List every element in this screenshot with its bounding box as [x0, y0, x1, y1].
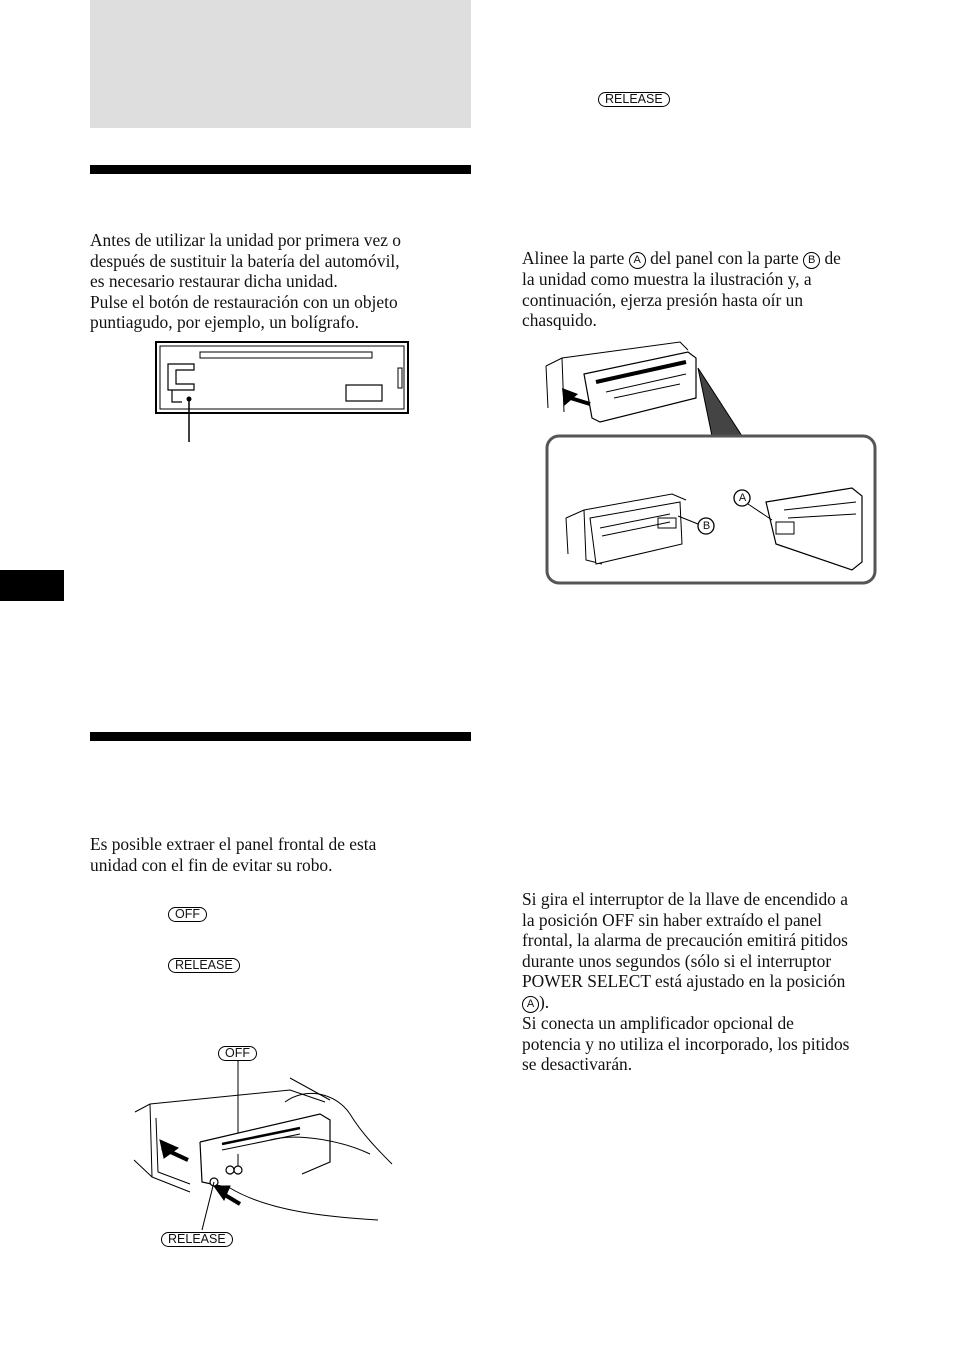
align-text: Alinee la parte	[522, 248, 629, 268]
figure-marker-b: B	[702, 520, 711, 532]
marker-b: B	[803, 252, 820, 269]
theft-line: unidad con el fin de evitar su robo.	[90, 854, 333, 875]
figure-off-label: OFF	[218, 1046, 257, 1061]
align-paragraph	[522, 248, 912, 331]
attach-panel-illustration	[540, 338, 885, 590]
align-line-1	[522, 248, 912, 269]
off-button-label: OFF	[168, 907, 207, 922]
align-line: continuación, ejerza presión hasta oír un	[522, 289, 804, 310]
theft-paragraph	[90, 834, 470, 875]
section-rule-detach	[90, 732, 471, 741]
alarm-line: POWER SELECT está ajustado en la posición	[522, 971, 846, 992]
figure-release-label: RELEASE	[161, 1232, 233, 1247]
amp-line: se desactivarán.	[522, 1054, 633, 1075]
reset-line: puntiagudo, por ejemplo, un bolígrafo.	[90, 312, 360, 333]
align-text: del panel con la parte	[645, 248, 804, 268]
alarm-line: Si gira el interruptor de la llave de encendido a	[522, 889, 848, 909]
alarm-line: la posición OFF sin haber extraído el panel	[522, 909, 822, 930]
alarm-line: durante unos segundos (sólo si el interruptor	[522, 950, 832, 971]
attach-drawing	[540, 338, 885, 590]
reset-line: Pulse el botón de restauración con un objeto	[90, 291, 398, 312]
amp-line: Si conecta un amplificador opcional de	[522, 1012, 794, 1033]
detach-panel-illustration	[130, 1042, 400, 1252]
align-text: de	[820, 248, 841, 268]
header-gray-block	[90, 0, 471, 128]
reset-unit-illustration	[150, 338, 412, 444]
alarm-marker-suffix: ).	[539, 991, 550, 1012]
reset-line: Antes de utilizar la unidad por primera vez o	[90, 230, 401, 250]
marker-a: A	[629, 252, 646, 269]
detach-drawing	[130, 1042, 400, 1252]
release-button-label: RELEASE	[168, 958, 240, 973]
section-rule-reset	[90, 165, 471, 174]
reset-paragraph	[90, 230, 470, 333]
alarm-marker-line	[522, 992, 917, 1013]
side-tab-marker	[0, 570, 64, 601]
figure-marker-a: A	[738, 492, 747, 504]
reset-line: después de sustituir la batería del automóvil,	[90, 250, 400, 271]
marker-a-alarm: A	[522, 996, 539, 1013]
top-release-label: RELEASE	[598, 92, 670, 107]
theft-line: Es posible extraer el panel frontal de esta	[90, 834, 377, 854]
amp-line: potencia y no utiliza el incorporado, los pitidos	[522, 1033, 850, 1054]
reset-line: es necesario restaurar dicha unidad.	[90, 271, 338, 292]
alarm-paragraph	[522, 889, 917, 1075]
align-line: la unidad como muestra la ilustración y, a	[522, 269, 812, 289]
align-line: chasquido.	[522, 310, 597, 331]
alarm-line: frontal, la alarma de precaución emitirá pitidos	[522, 930, 848, 951]
